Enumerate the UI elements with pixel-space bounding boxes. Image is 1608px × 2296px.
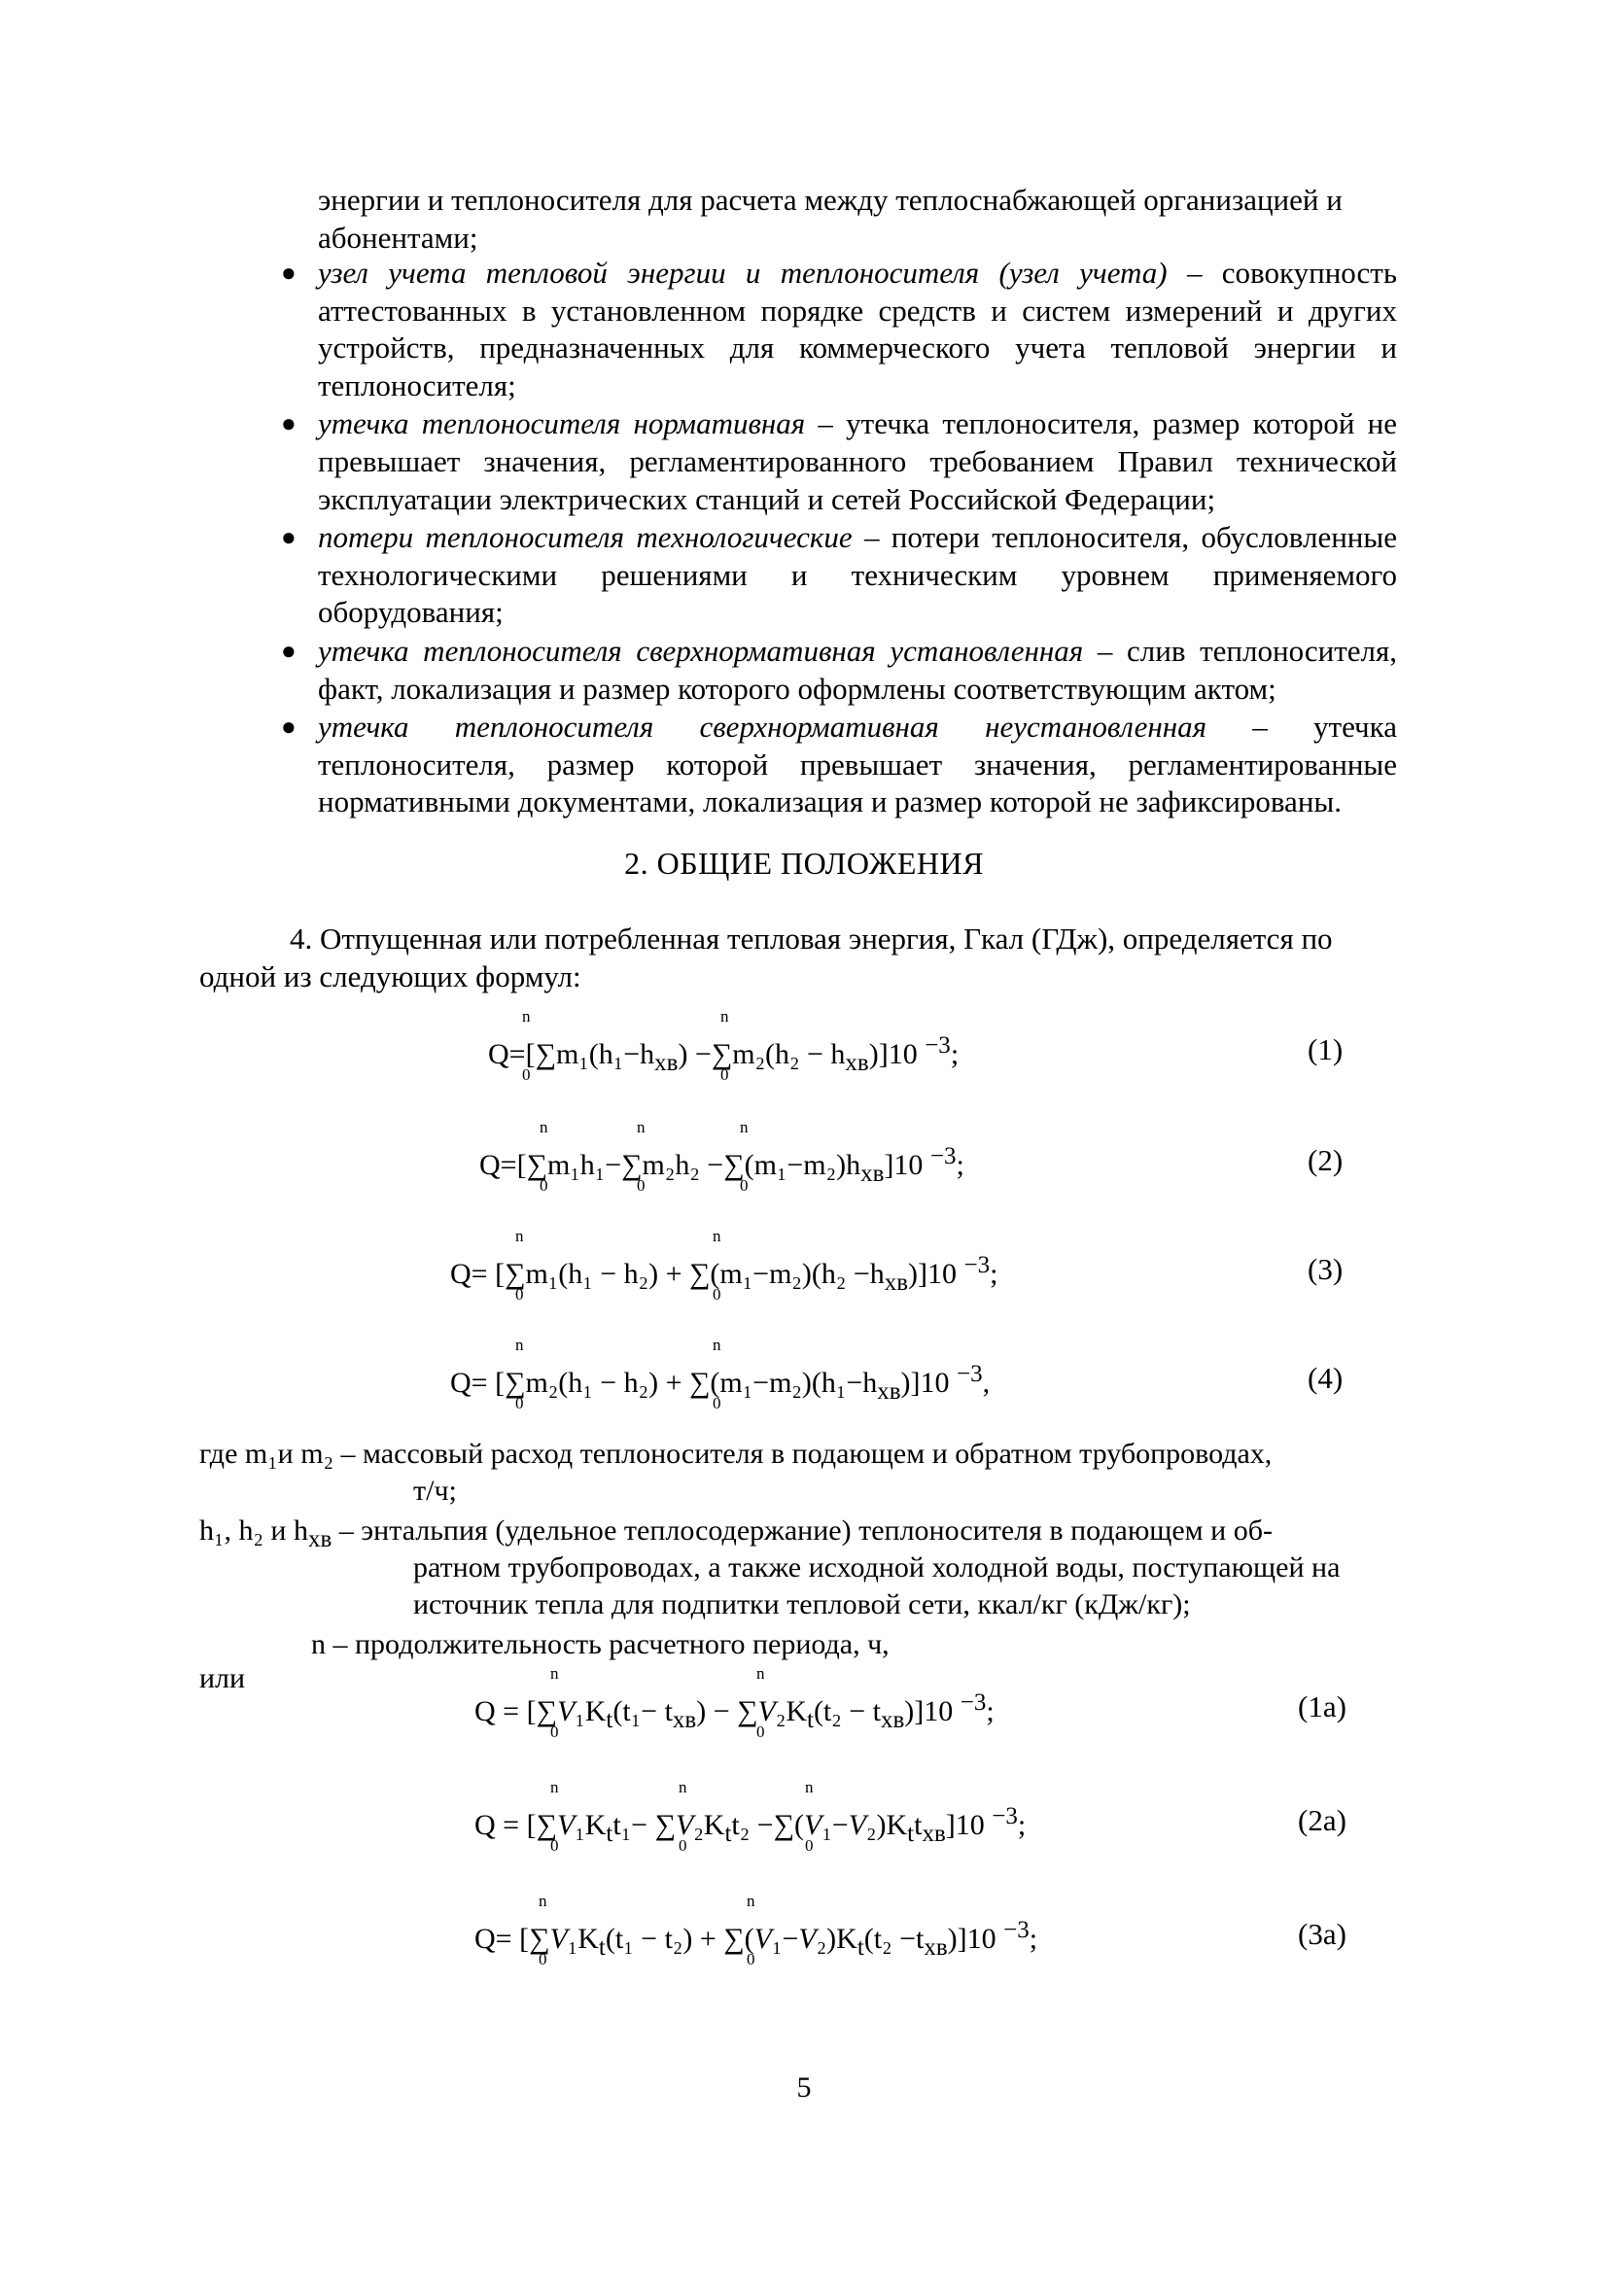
equation-number: (4) bbox=[1308, 1361, 1344, 1395]
definition-text: – утечка теплоносителя, размер которой не превышает значения, регламентированного требованием Правил технической эксплуатации электрических станций и сетей Российской Федерации; bbox=[318, 406, 1397, 516]
definition-text: – потери теплоносителя, обусловленные технологическими решениями и техническим уровнем применяемого оборудования; bbox=[318, 520, 1397, 630]
formula-text: $Q= [\sum m_1(h_1 - h_2) + \sum(m_1-m_2)(h_2 -h_{xв})]10$ $^{-3}$; bbox=[450, 1252, 998, 1296]
list-item bbox=[272, 255, 1397, 404]
bullet-icon: ● bbox=[281, 259, 297, 287]
sum-upper-limit: n bbox=[515, 1336, 524, 1354]
sum-lower-limit: 0 bbox=[515, 1394, 524, 1412]
sum-lower-limit: 0 bbox=[720, 1065, 729, 1084]
formula-text: $Q = [\sum V_1K_tt_1- \sum V_2K_tt_2 -\sum(V_1-V_2)K_tt_{xв}]10$ $^{-3}$; bbox=[474, 1803, 1027, 1847]
where-h-cont1: ратном трубопроводах, а также исходной холодной воды, поступающей на bbox=[413, 1551, 1341, 1583]
definition-term: утечка теплоносителя сверхнормативная установленная bbox=[318, 633, 1084, 668]
sum-upper-limit: n bbox=[522, 1007, 531, 1026]
where-h: h₁, h₂ и $h_{xв}$ – энтальпия (удельное теплосодержание) теплоносителя в подающем и об- bbox=[199, 1514, 1273, 1552]
sum-upper-limit: n bbox=[679, 1778, 687, 1796]
list-item bbox=[272, 633, 1397, 708]
bullet-icon: ● bbox=[281, 523, 297, 552]
formula-2 bbox=[479, 1118, 964, 1195]
sum-upper-limit: n bbox=[713, 1336, 721, 1354]
sum-lower-limit: 0 bbox=[713, 1394, 721, 1412]
formula-text: $Q = [\sum V_1K_t(t_1- t_{xв}) - \sum V_2K_t(t_2 - t_{xв})]10$ $^{-3}$; bbox=[474, 1689, 995, 1733]
where-h-cont2: источник тепла для подпитки тепловой сети, ккал/кг (кДж/кг); bbox=[413, 1588, 1191, 1620]
formula-text: $Q=[\sum m_1(h_1-h_{xв}) -\sum m_2(h_2 - h_{xв})]10$ $^{-3}$; bbox=[488, 1032, 960, 1076]
sum-upper-limit: n bbox=[740, 1118, 749, 1136]
list-item bbox=[272, 709, 1397, 821]
where-m-unit: т/ч; bbox=[413, 1475, 457, 1507]
sum-upper-limit: n bbox=[540, 1118, 548, 1136]
sum-lower-limit: 0 bbox=[539, 1950, 547, 1968]
definition-term: потери теплоносителя технологические bbox=[318, 520, 853, 555]
sum-lower-limit: 0 bbox=[522, 1065, 531, 1084]
where-or: или bbox=[199, 1662, 246, 1694]
list-item bbox=[272, 405, 1397, 518]
sum-lower-limit: 0 bbox=[515, 1285, 524, 1304]
sum-upper-limit: n bbox=[550, 1664, 559, 1683]
sum-lower-limit: 0 bbox=[550, 1836, 559, 1855]
page-number: 5 bbox=[796, 2071, 812, 2104]
sum-upper-limit: n bbox=[515, 1227, 524, 1245]
formula-1a bbox=[474, 1664, 995, 1741]
sum-lower-limit: 0 bbox=[756, 1722, 765, 1741]
where-n: n – продолжительность расчетного периода, ч, bbox=[311, 1628, 890, 1660]
equation-number: (1) bbox=[1308, 1032, 1344, 1066]
sum-lower-limit: 0 bbox=[540, 1176, 548, 1195]
definitions-list bbox=[272, 255, 1397, 822]
sum-upper-limit: n bbox=[550, 1778, 559, 1796]
definition-term: утечка теплоносителя сверхнормативная неустановленная bbox=[318, 710, 1207, 745]
sum-lower-limit: 0 bbox=[713, 1285, 721, 1304]
definition-term: утечка теплоносителя нормативная bbox=[318, 406, 806, 441]
sum-lower-limit: 0 bbox=[805, 1836, 814, 1855]
formula-3 bbox=[450, 1227, 998, 1304]
intro-text: энергии и теплоносителя для расчета между теплоснабжающей организацией и абонентами; bbox=[318, 183, 1343, 255]
equation-number: (2a) bbox=[1298, 1803, 1346, 1837]
sum-upper-limit: n bbox=[637, 1118, 646, 1136]
formula-text: $Q= [\sum V_1K_t(t_1 - t_2) + \sum(V_1-V_2)K_t(t_2 -t_{xв})]10$ $^{-3}$; bbox=[474, 1917, 1038, 1961]
formula-3a bbox=[474, 1892, 1038, 1968]
definition-text: – совокупность аттестованных в установленном порядке средств и систем измерений и других устройств, предназначенных для коммерческого учета тепловой энергии и теплоносителя; bbox=[318, 256, 1397, 402]
definition-text: – слив теплоносителя, факт, локализация и размер которого оформлены соответствующим актом; bbox=[318, 633, 1397, 706]
equation-number: (1a) bbox=[1298, 1689, 1346, 1723]
equation-number: (3a) bbox=[1298, 1917, 1346, 1951]
bullet-icon: ● bbox=[281, 636, 297, 665]
formula-4 bbox=[450, 1336, 991, 1412]
section-heading: 2. ОБЩИЕ ПОЛОЖЕНИЯ bbox=[624, 846, 984, 881]
definition-term: узел учета тепловой энергии и теплоносителя (узел учета) bbox=[318, 256, 1168, 290]
paragraph-4: 4. Отпущенная или потребленная тепловая энергия, Гкал (ГДж), определяется по одной из следующих формул: bbox=[199, 922, 1333, 993]
equation-number: (2) bbox=[1308, 1143, 1344, 1177]
sum-lower-limit: 0 bbox=[637, 1176, 646, 1195]
sum-upper-limit: n bbox=[720, 1007, 729, 1026]
formula-text: $Q= [\sum m_2(h_1 - h_2) + \sum(m_1-m_2)(h_1-h_{xв})]10$ $^{-3}$, bbox=[450, 1361, 991, 1405]
formula-text: $Q=[\sum m_1h_1-\sum m_2h_2 -\sum(m_1-m_2)h_{xв}]10$ $^{-3}$; bbox=[479, 1143, 964, 1187]
sum-upper-limit: n bbox=[747, 1892, 755, 1910]
bullet-icon: ● bbox=[281, 713, 297, 742]
where-m: где m₁и m₂ – массовый расход теплоносителя в подающем и обратном трубопроводах, bbox=[199, 1438, 1273, 1470]
sum-lower-limit: 0 bbox=[747, 1950, 755, 1968]
definition-text: – утечка теплоносителя, размер которой превышает значения, регламентированные нормативными документами, локализация и размер которой не зафиксированы. bbox=[318, 710, 1397, 819]
sum-upper-limit: n bbox=[805, 1778, 814, 1796]
list-item bbox=[272, 519, 1397, 632]
sum-lower-limit: 0 bbox=[740, 1176, 749, 1195]
bullet-icon: ● bbox=[281, 409, 297, 438]
sum-lower-limit: 0 bbox=[550, 1722, 559, 1741]
formula-2a bbox=[474, 1778, 1027, 1855]
sum-upper-limit: n bbox=[713, 1227, 721, 1245]
sum-lower-limit: 0 bbox=[679, 1836, 687, 1855]
equation-number: (3) bbox=[1308, 1252, 1344, 1286]
sum-upper-limit: n bbox=[756, 1664, 765, 1683]
sum-upper-limit: n bbox=[539, 1892, 547, 1910]
formula-1 bbox=[488, 1007, 960, 1084]
